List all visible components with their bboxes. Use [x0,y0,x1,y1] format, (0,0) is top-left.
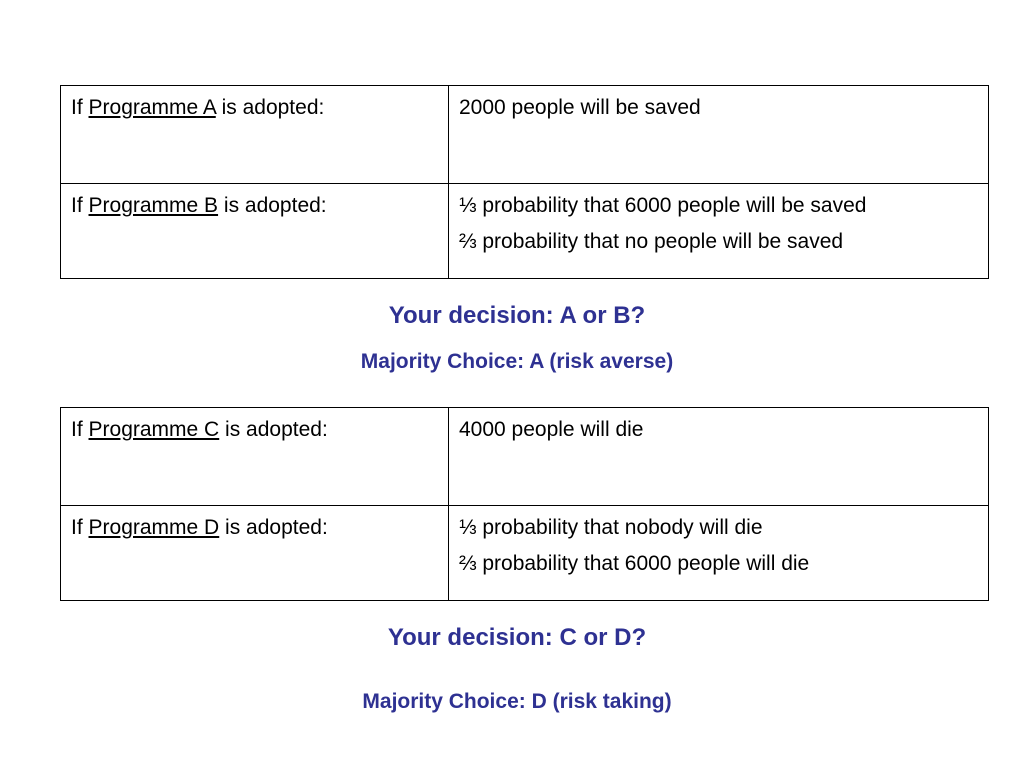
table-row [61,408,989,506]
majority-choice-cd: Majority Choice: D (risk taking) [362,690,672,713]
table-row [61,86,989,184]
programme-cd-table [60,407,989,601]
condition-prefix: If [71,96,89,119]
condition-cell [61,86,449,184]
condition-prefix: If [71,516,89,539]
outcome-cell [449,506,989,601]
table-row [61,184,989,279]
condition-cell [61,184,449,279]
outcome-cell [449,86,989,184]
outcome-line: 4000 people will die [459,418,644,441]
condition-suffix: is adopted: [218,194,327,217]
outcome-line: ⅓ probability that nobody will die [459,516,763,539]
table-row [61,506,989,601]
condition-prefix: If [71,194,89,217]
programme-name: Programme B [88,194,219,217]
outcome-line: ⅓ probability that 6000 people will be saved [459,194,867,217]
programme-ab-table [60,85,989,279]
outcome-line: 2000 people will be saved [459,96,701,119]
outcome-line: ⅔ probability that 6000 people will die [459,551,810,575]
decision-question-ab: Your decision: A or B? [388,302,646,329]
outcome-cell [449,408,989,506]
decision-question-cd: Your decision: C or D? [387,624,647,651]
condition-cell [61,408,449,506]
condition-cell [61,506,449,601]
programme-name: Programme C [88,418,220,441]
programme-name: Programme D [88,516,220,539]
outcome-line: ⅔ probability that no people will be saved [459,229,844,253]
outcome-cell [449,184,989,279]
programme-name: Programme A [88,96,216,119]
condition-suffix: is adopted: [215,96,325,119]
majority-choice-ab: Majority Choice: A (risk averse) [360,350,674,373]
condition-suffix: is adopted: [219,516,328,539]
condition-suffix: is adopted: [219,418,328,441]
condition-prefix: If [71,418,89,441]
